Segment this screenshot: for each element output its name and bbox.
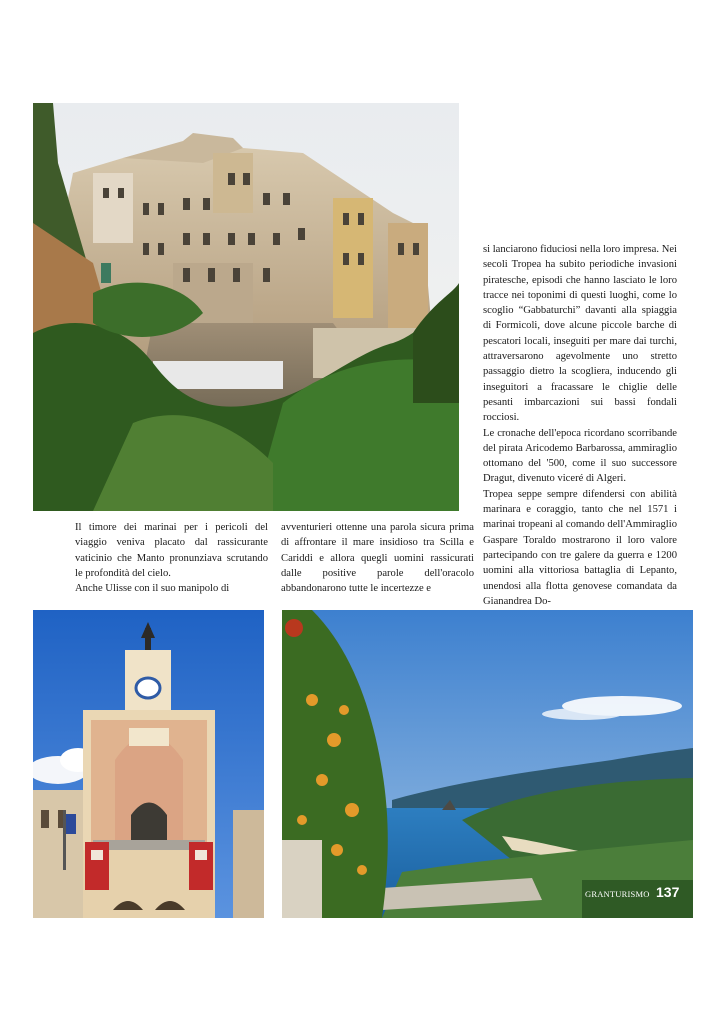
cliff-town-photo <box>33 103 459 511</box>
col2-paragraph-1: avventurieri ottenne una parola sicura prima di affrontare il mare insidioso tra Scilla e Cariddi e allora quegli uomini rassicurati dalle positive parole dell'oracolo abbandonarono tutte le incertezze e <box>281 522 474 595</box>
page-footer <box>585 884 679 902</box>
magazine-name: GRANTURISMO <box>585 889 650 899</box>
col3-paragraph-3: Tropea seppe sempre difendersi con abilità marinara e coraggio, tanto che nel 1571 i marinai tropeani al comando dell'Ammiraglio Gaspare Toraldo mostrarono il loro valore partecipando con tre galere da guerra e 1200 uomini alla vittoriosa battaglia di Lepanto, unendosi alla flotta genovese comandata da Gianandrea Do- <box>483 488 677 607</box>
text-column-3 <box>483 242 677 609</box>
col1-paragraph-2: Anche Ulisse con il suo manipolo di <box>75 583 230 595</box>
text-column-2 <box>281 520 474 596</box>
page-number: 137 <box>656 884 680 900</box>
col3-paragraph-1: si lanciarono fiduciosi nella loro impresa. Nei secoli Tropea ha subito periodiche invasioni piratesche, episodi che hanno lasciato le loro tracce nei toponimi di questi luoghi, come lo scoglio “Gabbaturchi” davanti alla spiaggia di Formicoli, dove alcune piccole barche di pescatori locali, inseguiti per mare dai turchi, attraversarono agevolmente uno stretto passaggio dietro la scogliera, inducendo gli inseguitori a fracassare le chiglie delle pesanti imbarcazioni sui bassi fondali rocciosi. <box>483 244 677 424</box>
text-column-1 <box>75 520 268 596</box>
col1-paragraph-1: Il timore dei marinai per i pericoli del viaggio veniva placato dal rassicurante vaticinio che Manto pronunziava scrutando le profondità del cielo. <box>75 522 268 579</box>
church-facade-photo <box>33 610 264 918</box>
coastline-photo <box>282 610 693 918</box>
col3-paragraph-2: Le cronache dell'epoca ricordano scorribande del pirata Aricodemo Barbarossa, ammiraglio ottomano del '500, come il suo successore Dragut, divenuto viceré di Algeri. <box>483 427 677 485</box>
